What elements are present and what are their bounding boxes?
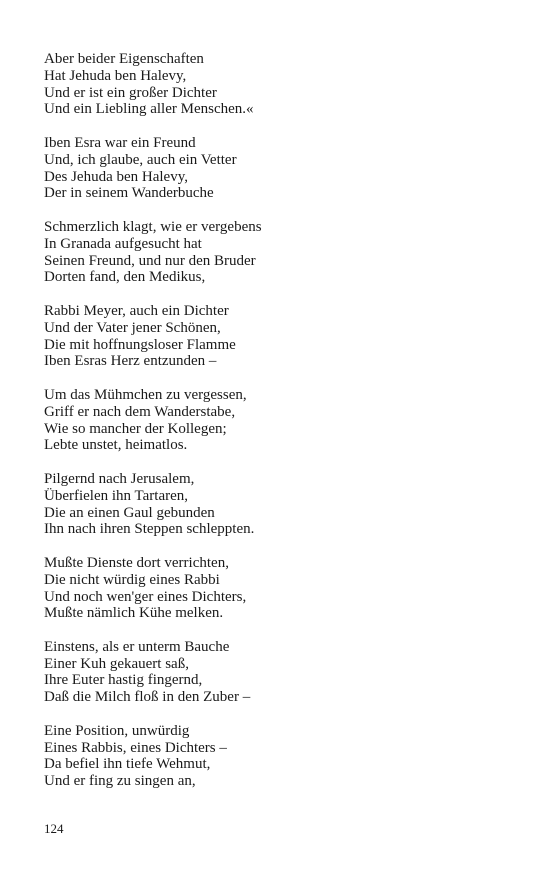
verse-line: Und ein Liebling aller Menschen.« bbox=[44, 101, 254, 118]
verse-line: Ihre Euter hastig fingernd, bbox=[44, 672, 203, 689]
verse-line: Iben Esra war ein Freund bbox=[44, 134, 196, 151]
verse-line: Seinen Freund, und nur den Bruder bbox=[44, 252, 256, 269]
verse-line: Iben Esras Herz entzunden – bbox=[44, 353, 217, 370]
verse-line: Und, ich glaube, auch ein Vetter bbox=[44, 151, 237, 168]
verse-line: Rabbi Meyer, auch ein Dichter bbox=[44, 302, 229, 319]
verse-line: Und noch wen'ger eines Dichters, bbox=[44, 588, 247, 605]
verse-line: Aber beider Eigenschaften bbox=[44, 51, 204, 67]
verse-line: Eines Rabbis, eines Dichters – bbox=[44, 739, 227, 756]
verse-line: Hat Jehuda ben Halevy, bbox=[44, 67, 187, 84]
stanza-9 bbox=[44, 723, 514, 790]
verse-line: Die an einen Gaul gebunden bbox=[44, 504, 215, 521]
stanza-6 bbox=[44, 471, 514, 538]
verse-line: Und der Vater jener Schönen, bbox=[44, 319, 221, 336]
verse-line: In Granada aufgesucht hat bbox=[44, 235, 202, 252]
verse-line: Eine Position, unwürdig bbox=[44, 722, 190, 739]
verse-line: Einstens, als er unterm Bauche bbox=[44, 638, 230, 655]
verse-line: Und er fing zu singen an, bbox=[44, 773, 196, 790]
poem-text bbox=[44, 51, 514, 807]
verse-line: Um das Mühmchen zu vergessen, bbox=[44, 386, 247, 403]
stanza-4 bbox=[44, 303, 514, 370]
stanza-5 bbox=[44, 387, 514, 454]
verse-line: Des Jehuda ben Halevy, bbox=[44, 168, 188, 185]
stanza-1 bbox=[44, 51, 514, 118]
stanza-7 bbox=[44, 555, 514, 622]
verse-line: Mußte Dienste dort verrichten, bbox=[44, 554, 229, 571]
verse-line: Ihn nach ihren Steppen schleppten. bbox=[44, 521, 255, 538]
verse-line: Überfielen ihn Tartaren, bbox=[44, 487, 189, 504]
verse-line: Daß die Milch floß in den Zuber – bbox=[44, 689, 251, 706]
page-number: 124 bbox=[44, 821, 64, 836]
stanza-8 bbox=[44, 639, 514, 706]
verse-line: Lebte unstet, heimatlos. bbox=[44, 437, 188, 454]
verse-line: Und er ist ein großer Dichter bbox=[44, 84, 217, 101]
verse-line: Da befiel ihn tiefe Wehmut, bbox=[44, 756, 211, 773]
stanza-2 bbox=[44, 135, 514, 202]
verse-line: Griff er nach dem Wanderstabe, bbox=[44, 403, 236, 420]
verse-line: Dorten fand, den Medikus, bbox=[44, 269, 206, 286]
stanza-3 bbox=[44, 219, 514, 286]
verse-line: Pilgernd nach Jerusalem, bbox=[44, 470, 195, 487]
verse-line: Mußte nämlich Kühe melken. bbox=[44, 605, 224, 622]
verse-line: Der in seinem Wanderbuche bbox=[44, 185, 214, 202]
verse-line: Einer Kuh gekauert saß, bbox=[44, 655, 189, 672]
verse-line: Schmerzlich klagt, wie er vergebens bbox=[44, 218, 262, 235]
verse-line: Wie so mancher der Kollegen; bbox=[44, 420, 227, 437]
verse-line: Die mit hoffnungsloser Flamme bbox=[44, 336, 236, 353]
verse-line: Die nicht würdig eines Rabbi bbox=[44, 571, 220, 588]
